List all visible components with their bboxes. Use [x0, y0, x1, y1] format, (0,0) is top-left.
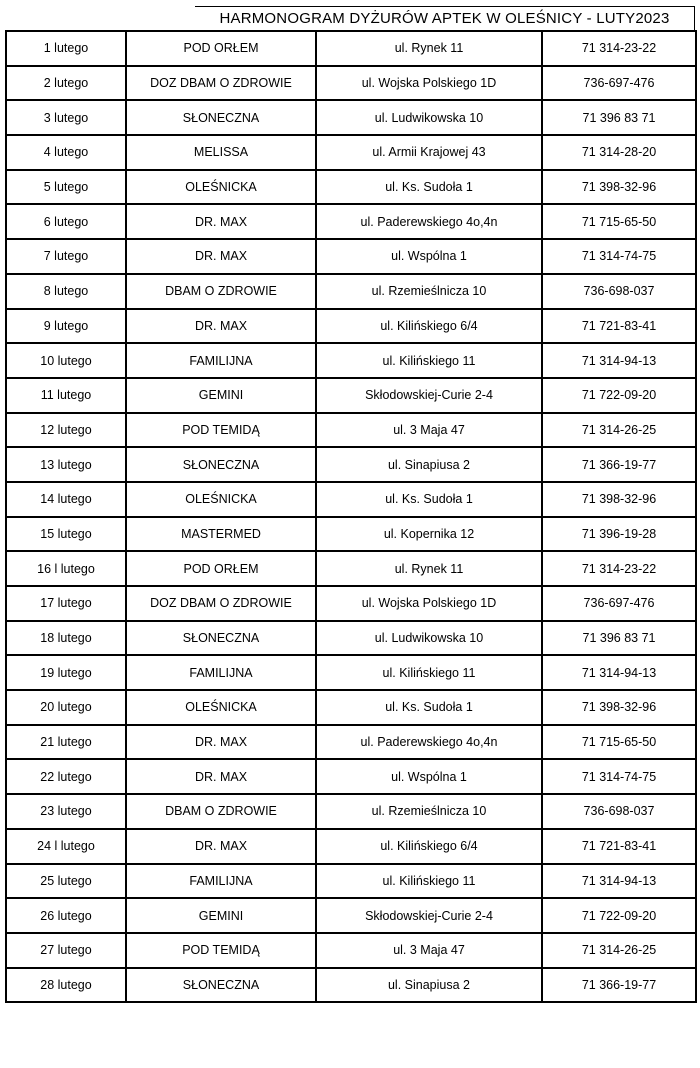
- phone-cell: 71 722-09-20: [543, 379, 697, 414]
- address-cell: ul. Armii Krajowej 43: [317, 136, 543, 171]
- address-cell: ul. Sinapiusa 2: [317, 969, 543, 1004]
- phone-cell: 71 366-19-77: [543, 448, 697, 483]
- date-cell: 21 lutego: [7, 726, 127, 761]
- table-row: [7, 101, 697, 136]
- address-cell: ul. Wojska Polskiego 1D: [317, 587, 543, 622]
- schedule-rows: [7, 32, 697, 1003]
- date-cell: 20 lutego: [7, 691, 127, 726]
- address-cell: ul. Ludwikowska 10: [317, 101, 543, 136]
- date-cell: 9 lutego: [7, 310, 127, 345]
- pharmacy-cell: FAMILIJNA: [127, 656, 317, 691]
- date-cell: 13 lutego: [7, 448, 127, 483]
- date-cell: 10 lutego: [7, 344, 127, 379]
- date-cell: 4 lutego: [7, 136, 127, 171]
- address-cell: ul. Ks. Sudoła 1: [317, 483, 543, 518]
- table-row: [7, 934, 697, 969]
- address-cell: ul. Ludwikowska 10: [317, 622, 543, 657]
- address-cell: ul. Kilińskiego 11: [317, 865, 543, 900]
- table-row: [7, 899, 697, 934]
- phone-cell: 736-697-476: [543, 67, 697, 102]
- pharmacy-cell: POD TEMIDĄ: [127, 414, 317, 449]
- phone-cell: 71 314-94-13: [543, 656, 697, 691]
- pharmacy-cell: DR. MAX: [127, 726, 317, 761]
- table-row: [7, 969, 697, 1004]
- phone-cell: 71 314-23-22: [543, 552, 697, 587]
- phone-cell: 71 398-32-96: [543, 171, 697, 206]
- table-row: [7, 136, 697, 171]
- address-cell: ul. Paderewskiego 4o,4n: [317, 205, 543, 240]
- date-cell: 28 lutego: [7, 969, 127, 1004]
- address-cell: ul. Wspólna 1: [317, 760, 543, 795]
- pharmacy-cell: DR. MAX: [127, 830, 317, 865]
- date-cell: 15 lutego: [7, 518, 127, 553]
- phone-cell: 71 314-94-13: [543, 344, 697, 379]
- phone-cell: 71 314-74-75: [543, 240, 697, 275]
- date-cell: 7 lutego: [7, 240, 127, 275]
- table-row: [7, 865, 697, 900]
- date-cell: 25 lutego: [7, 865, 127, 900]
- table-row: [7, 726, 697, 761]
- address-cell: ul. Wojska Polskiego 1D: [317, 67, 543, 102]
- date-cell: 12 lutego: [7, 414, 127, 449]
- table-row: [7, 483, 697, 518]
- address-cell: ul. Rynek 11: [317, 32, 543, 67]
- date-cell: 18 lutego: [7, 622, 127, 657]
- phone-cell: 736-698-037: [543, 795, 697, 830]
- phone-cell: 736-698-037: [543, 275, 697, 310]
- table-row: [7, 622, 697, 657]
- date-cell: 17 lutego: [7, 587, 127, 622]
- date-cell: 11 lutego: [7, 379, 127, 414]
- phone-cell: 736-697-476: [543, 587, 697, 622]
- phone-cell: 71 366-19-77: [543, 969, 697, 1004]
- phone-cell: 71 396-19-28: [543, 518, 697, 553]
- address-cell: Skłodowskiej-Curie 2-4: [317, 379, 543, 414]
- date-cell: 16 l lutego: [7, 552, 127, 587]
- table-row: [7, 275, 697, 310]
- duty-schedule-table: [5, 30, 697, 1003]
- pharmacy-cell: DOZ DBAM O ZDROWIE: [127, 67, 317, 102]
- address-cell: ul. 3 Maja 47: [317, 414, 543, 449]
- date-cell: 5 lutego: [7, 171, 127, 206]
- address-cell: ul. Kilińskiego 6/4: [317, 830, 543, 865]
- table-row: [7, 691, 697, 726]
- phone-cell: 71 314-26-25: [543, 934, 697, 969]
- schedule-title: HARMONOGRAM DYŻURÓW APTEK W OLEŚNICY - LUTY2023: [195, 6, 695, 30]
- date-cell: 6 lutego: [7, 205, 127, 240]
- pharmacy-cell: OLEŚNICKA: [127, 171, 317, 206]
- date-cell: 3 lutego: [7, 101, 127, 136]
- address-cell: ul. Paderewskiego 4o,4n: [317, 726, 543, 761]
- address-cell: ul. Wspólna 1: [317, 240, 543, 275]
- pharmacy-cell: OLEŚNICKA: [127, 691, 317, 726]
- address-cell: ul. Rzemieślnicza 10: [317, 795, 543, 830]
- phone-cell: 71 314-23-22: [543, 32, 697, 67]
- pharmacy-cell: DR. MAX: [127, 760, 317, 795]
- date-cell: 22 lutego: [7, 760, 127, 795]
- address-cell: ul. Rzemieślnicza 10: [317, 275, 543, 310]
- pharmacy-cell: SŁONECZNA: [127, 448, 317, 483]
- date-cell: 23 lutego: [7, 795, 127, 830]
- table-row: [7, 310, 697, 345]
- table-row: [7, 448, 697, 483]
- phone-cell: 71 721-83-41: [543, 830, 697, 865]
- pharmacy-cell: GEMINI: [127, 379, 317, 414]
- pharmacy-cell: FAMILIJNA: [127, 865, 317, 900]
- date-cell: 27 lutego: [7, 934, 127, 969]
- pharmacy-cell: POD ORŁEM: [127, 32, 317, 67]
- table-row: [7, 656, 697, 691]
- pharmacy-cell: MASTERMED: [127, 518, 317, 553]
- date-cell: 19 lutego: [7, 656, 127, 691]
- address-cell: ul. 3 Maja 47: [317, 934, 543, 969]
- phone-cell: 71 396 83 71: [543, 101, 697, 136]
- address-cell: ul. Ks. Sudoła 1: [317, 691, 543, 726]
- table-row: [7, 205, 697, 240]
- table-row: [7, 518, 697, 553]
- pharmacy-cell: DOZ DBAM O ZDROWIE: [127, 587, 317, 622]
- address-cell: ul. Sinapiusa 2: [317, 448, 543, 483]
- pharmacy-cell: GEMINI: [127, 899, 317, 934]
- phone-cell: 71 721-83-41: [543, 310, 697, 345]
- date-cell: 26 lutego: [7, 899, 127, 934]
- phone-cell: 71 314-94-13: [543, 865, 697, 900]
- table-row: [7, 344, 697, 379]
- pharmacy-cell: POD ORŁEM: [127, 552, 317, 587]
- pharmacy-cell: DR. MAX: [127, 205, 317, 240]
- phone-cell: 71 722-09-20: [543, 899, 697, 934]
- address-cell: ul. Kilińskiego 11: [317, 344, 543, 379]
- pharmacy-cell: DBAM O ZDROWIE: [127, 275, 317, 310]
- pharmacy-cell: SŁONECZNA: [127, 101, 317, 136]
- pharmacy-cell: SŁONECZNA: [127, 969, 317, 1004]
- date-cell: 1 lutego: [7, 32, 127, 67]
- address-cell: ul. Ks. Sudoła 1: [317, 171, 543, 206]
- date-cell: 14 lutego: [7, 483, 127, 518]
- address-cell: ul. Kilińskiego 6/4: [317, 310, 543, 345]
- address-cell: ul. Kilińskiego 11: [317, 656, 543, 691]
- table-row: [7, 379, 697, 414]
- table-row: [7, 552, 697, 587]
- table-row: [7, 830, 697, 865]
- date-cell: 24 l lutego: [7, 830, 127, 865]
- pharmacy-cell: DR. MAX: [127, 310, 317, 345]
- phone-cell: 71 715-65-50: [543, 205, 697, 240]
- phone-cell: 71 314-74-75: [543, 760, 697, 795]
- table-row: [7, 67, 697, 102]
- phone-cell: 71 314-26-25: [543, 414, 697, 449]
- phone-cell: 71 396 83 71: [543, 622, 697, 657]
- pharmacy-cell: DBAM O ZDROWIE: [127, 795, 317, 830]
- table-row: [7, 240, 697, 275]
- pharmacy-cell: FAMILIJNA: [127, 344, 317, 379]
- address-cell: Skłodowskiej-Curie 2-4: [317, 899, 543, 934]
- phone-cell: 71 398-32-96: [543, 483, 697, 518]
- table-row: [7, 760, 697, 795]
- pharmacy-cell: OLEŚNICKA: [127, 483, 317, 518]
- date-cell: 2 lutego: [7, 67, 127, 102]
- date-cell: 8 lutego: [7, 275, 127, 310]
- pharmacy-cell: DR. MAX: [127, 240, 317, 275]
- phone-cell: 71 398-32-96: [543, 691, 697, 726]
- pharmacy-cell: POD TEMIDĄ: [127, 934, 317, 969]
- phone-cell: 71 715-65-50: [543, 726, 697, 761]
- table-row: [7, 795, 697, 830]
- address-cell: ul. Kopernika 12: [317, 518, 543, 553]
- address-cell: ul. Rynek 11: [317, 552, 543, 587]
- phone-cell: 71 314-28-20: [543, 136, 697, 171]
- table-row: [7, 171, 697, 206]
- pharmacy-cell: MELISSA: [127, 136, 317, 171]
- table-row: [7, 587, 697, 622]
- table-row: [7, 32, 697, 67]
- pharmacy-cell: SŁONECZNA: [127, 622, 317, 657]
- table-row: [7, 414, 697, 449]
